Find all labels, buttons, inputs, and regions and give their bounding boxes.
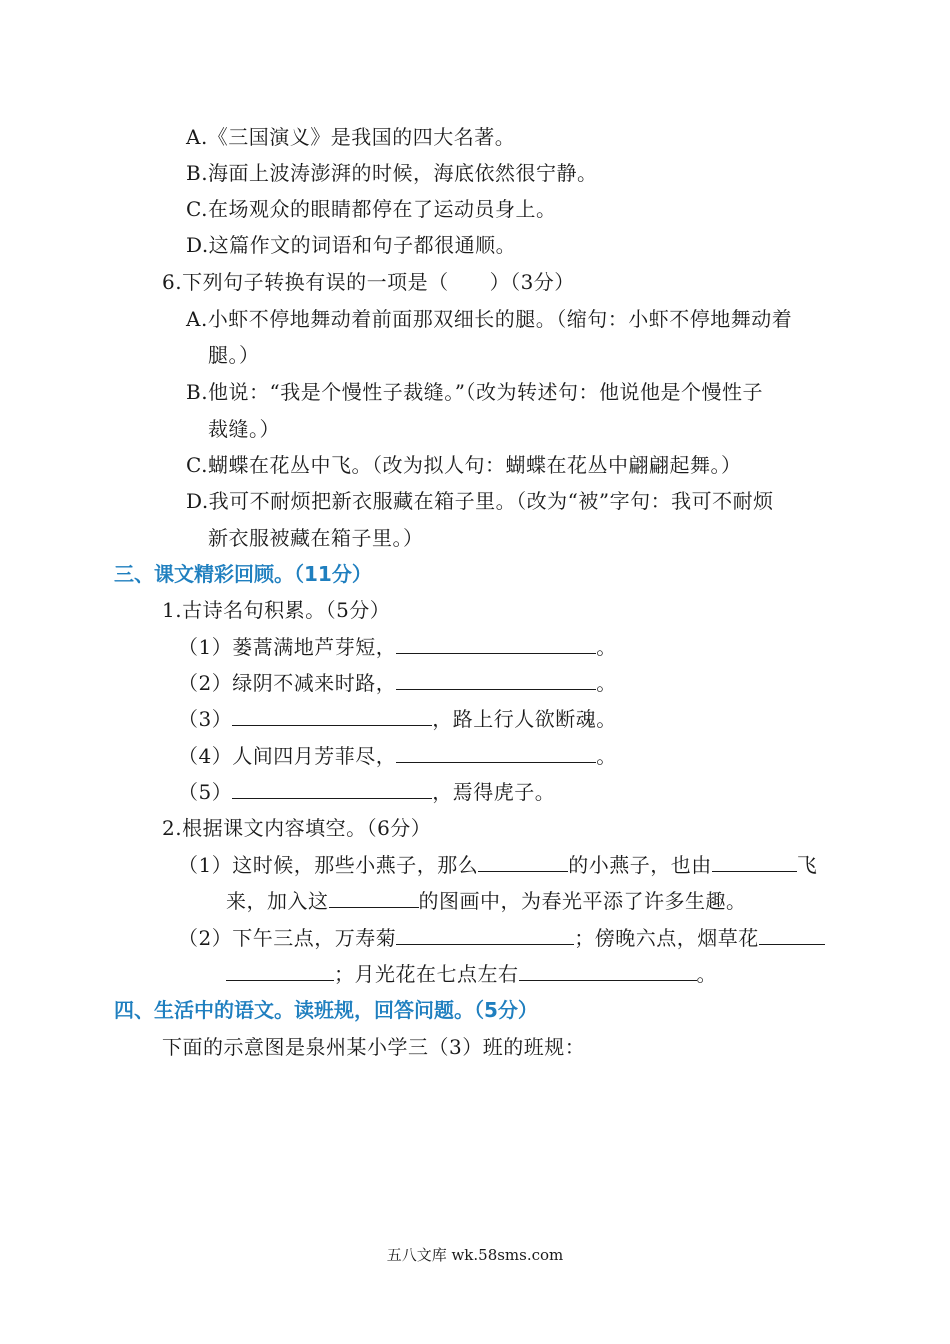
- poem-line-2-text: （2）绿阴不减来时路，: [178, 671, 397, 695]
- fill-2-2-text-c: ；月光花在七点左右: [334, 962, 519, 986]
- section4-title: 四、生活中的语文。读班规，回答问题。（5分）: [114, 998, 538, 1022]
- q6-stem: 6.下列句子转换有误的一项是（ ）（3分）: [162, 270, 575, 294]
- fill-2-2-line1: [178, 924, 825, 952]
- poem-line-2-end: 。: [596, 671, 617, 695]
- fill-2-1-blank-2[interactable]: [712, 851, 797, 872]
- poem-blank-3[interactable]: [232, 705, 432, 726]
- poem-line-5: [178, 778, 555, 806]
- poem-line-1: [178, 633, 617, 661]
- poem-line-1-text: （1）蒌蒿满地芦芽短，: [178, 635, 397, 659]
- fill-2-2-blank-2b[interactable]: [226, 960, 334, 981]
- fill-2-2-line2: [226, 960, 717, 988]
- poem-line-1-end: 。: [596, 635, 617, 659]
- fill-2-2-blank-3[interactable]: [519, 960, 697, 981]
- poem-line-4-text: （4）人间四月芳菲尽，: [178, 744, 397, 768]
- fill-2-1-text-b: 的小燕子，也由: [568, 853, 712, 877]
- poem-blank-2[interactable]: [396, 669, 596, 690]
- section3-q1-stem: 1.古诗名句积累。（5分）: [162, 598, 391, 622]
- q5-option-c: C.在场观众的眼睛都停在了运动员身上。: [186, 197, 557, 221]
- fill-2-1-blank-3[interactable]: [329, 887, 419, 908]
- q6-option-b-line2: 裁缝。）: [208, 417, 280, 441]
- fill-2-1-text-d: 来，加入这: [226, 889, 329, 913]
- page-footer: 五八文库 wk.58sms.com: [386, 1246, 564, 1264]
- section3-title: 三、课文精彩回顾。（11分）: [114, 562, 372, 586]
- fill-2-2-text-d: 。: [696, 962, 717, 986]
- q6-option-a-line2: 腿。）: [208, 343, 260, 367]
- fill-2-2-text-a: （2）下午三点，万寿菊: [178, 926, 397, 950]
- poem-line-3-prefix: （3）: [178, 707, 233, 731]
- q5-option-a: A.《三国演义》是我国的四大名著。: [186, 125, 516, 149]
- fill-2-2-text-b: ；傍晚六点，烟草花: [574, 926, 759, 950]
- poem-line-3: [178, 705, 617, 733]
- poem-line-5-text: ，焉得虎子。: [432, 780, 556, 804]
- poem-blank-4[interactable]: [396, 742, 596, 763]
- poem-line-4: [178, 742, 617, 770]
- fill-2-1-text-c: 飞: [796, 853, 818, 877]
- fill-2-2-blank-2a[interactable]: [759, 924, 825, 945]
- fill-2-1-line1: [178, 851, 817, 879]
- poem-blank-5[interactable]: [232, 778, 432, 799]
- fill-2-1-blank-1[interactable]: [478, 851, 568, 872]
- fill-2-1-line2: [226, 887, 747, 915]
- poem-line-2: [178, 669, 617, 697]
- section4-intro: 下面的示意图是泉州某小学三（3）班的班规：: [162, 1035, 586, 1059]
- poem-line-4-end: 。: [596, 744, 617, 768]
- q5-option-d: D.这篇作文的词语和句子都很通顺。: [186, 233, 517, 257]
- poem-blank-1[interactable]: [396, 633, 596, 654]
- q6-option-d-line1: D.我可不耐烦把新衣服藏在箱子里。（改为“被”字句：我可不耐烦: [186, 489, 774, 513]
- fill-2-1-text-e: 的图画中，为春光平添了许多生趣。: [418, 889, 747, 913]
- fill-2-2-blank-1[interactable]: [396, 924, 574, 945]
- poem-line-3-text: ，路上行人欲断魂。: [432, 707, 617, 731]
- section3-q2-stem: 2.根据课文内容填空。（6分）: [162, 816, 432, 840]
- q6-option-c-line1: C.蝴蝶在花丛中飞。（改为拟人句：蝴蝶在花丛中翩翩起舞。）: [186, 453, 742, 477]
- fill-2-1-text-a: （1）这时候，那些小燕子，那么: [178, 853, 479, 877]
- poem-line-5-prefix: （5）: [178, 780, 233, 804]
- q5-option-b: B.海面上波涛澎湃的时候，海底依然很宁静。: [186, 161, 598, 185]
- q6-option-a-line1: A.小虾不停地舞动着前面那双细长的腿。（缩句：小虾不停地舞动着: [186, 307, 793, 331]
- q6-option-b-line1: B.他说：“我是个慢性子裁缝。”（改为转述句：他说他是个慢性子: [186, 380, 764, 404]
- q6-option-d-line2: 新衣服被藏在箱子里。）: [208, 526, 424, 550]
